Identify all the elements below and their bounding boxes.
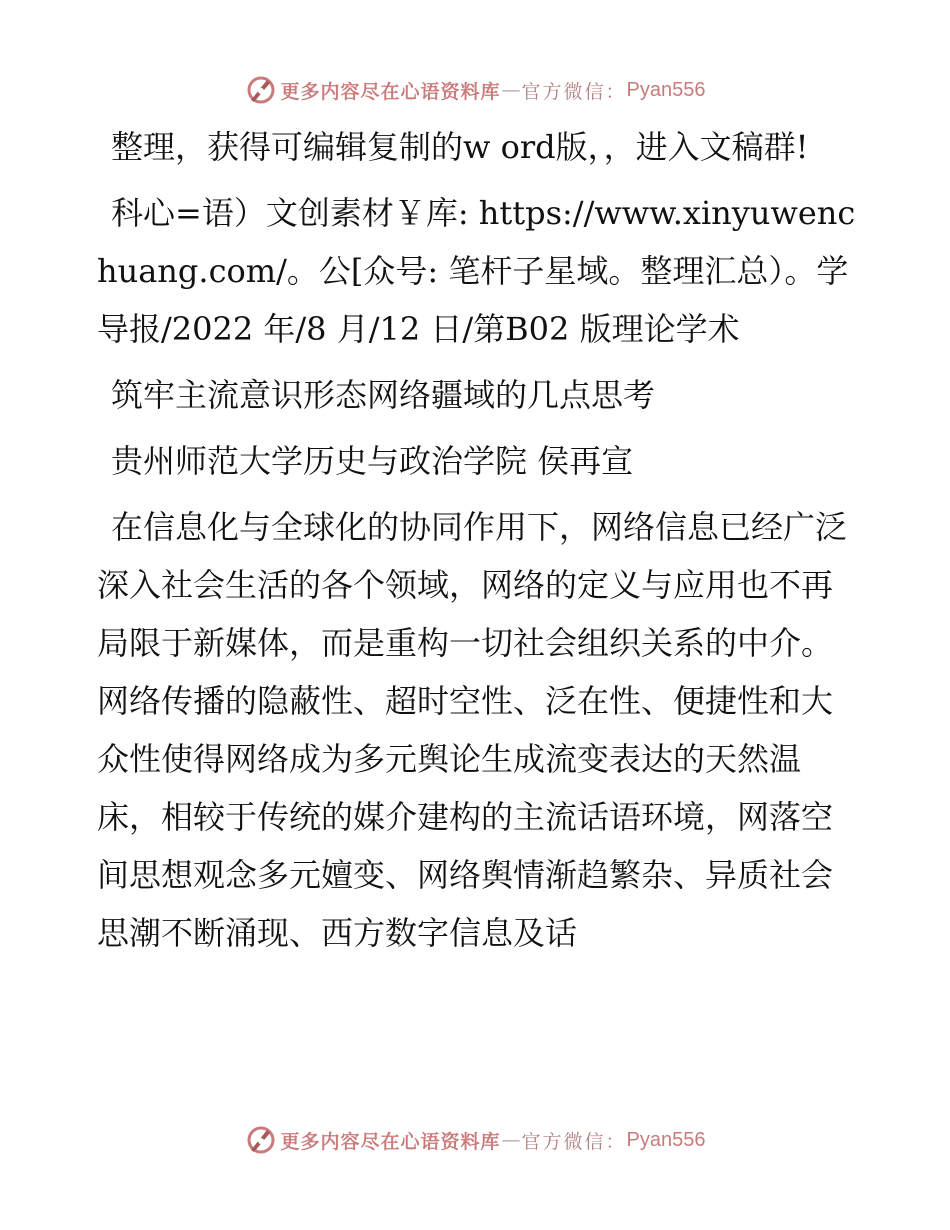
banner-wechat-id: Pyan556	[626, 78, 706, 101]
banner-separator: —	[501, 1129, 521, 1151]
banner-wechat-id: Pyan556	[626, 1128, 706, 1151]
intro-note: 整理，获得可编辑复制的w ord版，，进入文稿群!	[111, 128, 809, 166]
banner-wechat-label: 官方微信：	[521, 80, 627, 103]
body-paragraph: 在信息化与全球化的协同作用下，网络信息已经广泛深入社会生活的各个领域，网络的定义与应用也不再局限于新媒体，而是重构一切社会组织关系的中介。网络传播的隐蔽性、超时空性、泛在性、便捷性和大众性使得网络成为多元舆论生成流变表达的天然温床，相较于传统的媒介建构的主流话语环境，网落空间思想观念多元嬗变、网络舆情渐趋繁杂、异质社会思潮不断涌现、西方数字信息及话	[97, 508, 848, 952]
footer-watermark-banner	[0, 1120, 950, 1160]
article-title: 筑牢主流意识形态网络疆域的几点思考	[111, 376, 656, 414]
header-watermark-banner	[0, 70, 950, 110]
source-citation: 科心=语）文创素材￥库: https://www.xinyuwenchuang.com/。公[众号: 笔杆子星域。整理汇总）。学导报/2022 年/8 月/12 日/第B02 版理论学术	[97, 194, 856, 348]
quill-circle-icon	[245, 74, 277, 106]
banner-brand: 更多内容尽在心语资料库	[280, 80, 501, 103]
banner-separator: —	[501, 79, 521, 101]
document-body	[97, 118, 857, 970]
article-author: 贵州师范大学历史与政治学院 侯再宣	[111, 442, 634, 480]
banner-brand: 更多内容尽在心语资料库	[280, 1130, 501, 1153]
banner-wechat-label: 官方微信：	[521, 1130, 627, 1153]
quill-circle-icon	[245, 1124, 277, 1156]
